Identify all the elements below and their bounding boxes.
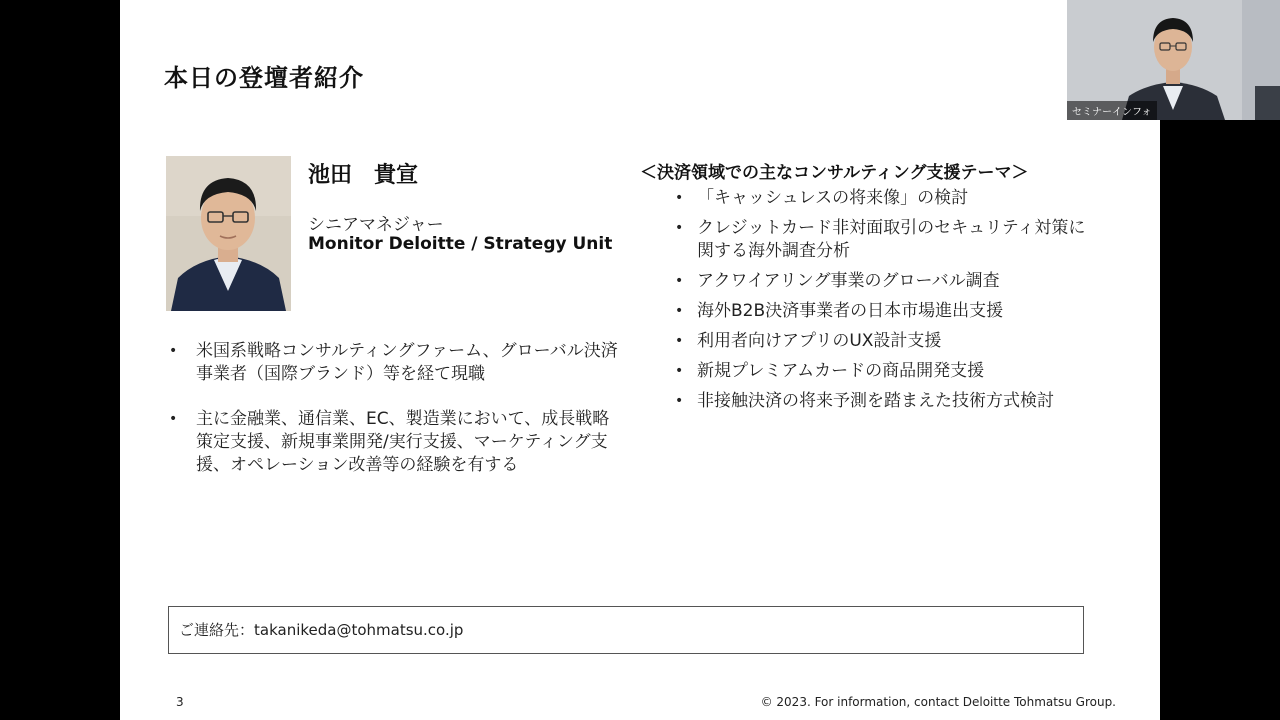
- bio-item: • 主に金融業、通信業、EC、製造業において、成長戦略策定支援、新規事業開発/実行支援、マーケティング支援、オペレーション改善等の経験を有する: [164, 408, 619, 477]
- speaker-role: シニアマネジャー: [308, 215, 444, 235]
- theme-item: • 海外B2B決済事業者の日本市場進出支援: [675, 300, 1095, 323]
- speaker-company: Monitor Deloitte / Strategy Unit: [308, 234, 613, 254]
- speaker-photo: [166, 156, 291, 311]
- themes-list: [675, 187, 1095, 420]
- theme-item: • 非接触決済の将来予測を踏まえた技術方式検討: [675, 390, 1095, 413]
- slide-title: 本日の登壇者紹介: [164, 64, 364, 92]
- page-number: 3: [176, 695, 184, 709]
- theme-item: • クレジットカード非対面取引のセキュリティ対策に関する海外調査分析: [675, 217, 1095, 263]
- themes-heading: ＜決済領域での主なコンサルティング支援テーマ＞: [640, 163, 1029, 183]
- contact-box: ご連絡先：takanikeda@tohmatsu.co.jp: [168, 606, 1084, 654]
- copyright-notice: © 2023. For information, contact Deloitte Tohmatsu Group.: [760, 695, 1116, 709]
- speaker-name: 池田 貴宣: [308, 163, 419, 188]
- presentation-slide: [120, 0, 1160, 720]
- theme-item: • 利用者向けアプリのUX設計支援: [675, 330, 1095, 353]
- theme-item: • 新規プレミアムカードの商品開発支援: [675, 360, 1095, 383]
- theme-item: • アクワイアリング事業のグローバル調査: [675, 270, 1095, 293]
- speaker-bio-list: [164, 340, 619, 499]
- presenter-webcam[interactable]: [1067, 0, 1280, 120]
- theme-item: • 「キャッシュレスの将来像」の検討: [675, 187, 1095, 210]
- bio-item: • 米国系戦略コンサルティングファーム、グローバル決済事業者（国際ブランド）等を経て現職: [164, 340, 619, 386]
- webcam-name-label: セミナーインフォ: [1067, 101, 1157, 120]
